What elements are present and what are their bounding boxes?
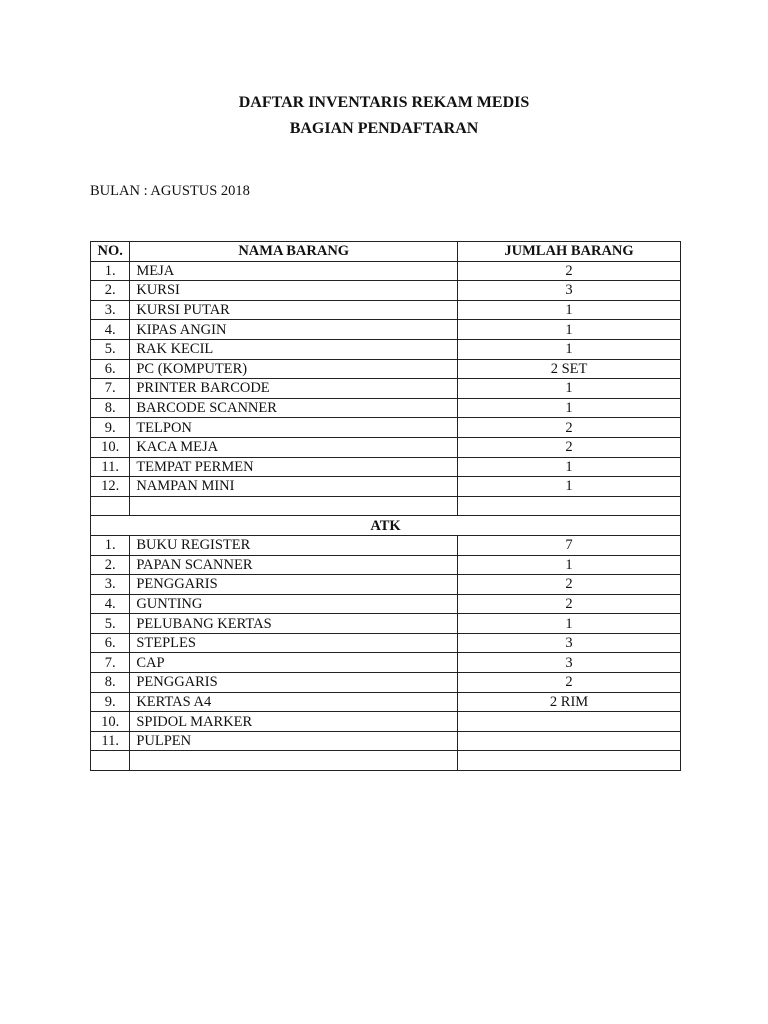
item-number: 5. [91, 339, 130, 359]
item-quantity: 1 [458, 614, 681, 634]
table-header-row [91, 242, 681, 262]
item-number: 9. [91, 418, 130, 438]
item-name: TEMPAT PERMEN [130, 457, 458, 477]
empty-row [91, 751, 681, 771]
item-number: 12. [91, 477, 130, 497]
item-quantity: 1 [458, 555, 681, 575]
item-name: PRINTER BARCODE [130, 379, 458, 399]
item-name: BUKU REGISTER [130, 535, 458, 555]
table-row [91, 731, 681, 751]
table-row [91, 575, 681, 595]
item-quantity: 3 [458, 281, 681, 301]
item-name: GUNTING [130, 594, 458, 614]
empty-cell [458, 751, 681, 771]
item-quantity: 2 [458, 594, 681, 614]
item-quantity: 2 RIM [458, 692, 681, 712]
item-name: STEPLES [130, 633, 458, 653]
item-quantity [458, 712, 681, 732]
table-row [91, 320, 681, 340]
item-number: 11. [91, 731, 130, 751]
table-row [91, 614, 681, 634]
item-quantity: 1 [458, 300, 681, 320]
item-quantity: 1 [458, 320, 681, 340]
item-number: 8. [91, 398, 130, 418]
item-number: 10. [91, 712, 130, 732]
item-name: KURSI PUTAR [130, 300, 458, 320]
item-number: 2. [91, 281, 130, 301]
header-no: NO. [91, 242, 130, 262]
item-number: 3. [91, 575, 130, 595]
item-number: 1. [91, 535, 130, 555]
table-row [91, 692, 681, 712]
table-row [91, 477, 681, 497]
section-row [91, 516, 681, 536]
table-row [91, 379, 681, 399]
item-quantity: 7 [458, 535, 681, 555]
item-number: 8. [91, 673, 130, 693]
item-name: KERTAS A4 [130, 692, 458, 712]
table-row [91, 594, 681, 614]
item-number: 9. [91, 692, 130, 712]
item-number: 10. [91, 437, 130, 457]
empty-cell [130, 751, 458, 771]
item-quantity: 3 [458, 653, 681, 673]
table-row [91, 555, 681, 575]
table-row [91, 359, 681, 379]
inventory-table [90, 241, 681, 771]
item-number: 4. [91, 594, 130, 614]
empty-cell [458, 496, 681, 516]
table-row [91, 437, 681, 457]
table-row [91, 633, 681, 653]
item-number: 4. [91, 320, 130, 340]
item-name: KACA MEJA [130, 437, 458, 457]
table-row [91, 712, 681, 732]
item-quantity: 1 [458, 457, 681, 477]
table-row [91, 398, 681, 418]
item-quantity: 1 [458, 379, 681, 399]
empty-cell [91, 751, 130, 771]
item-name: KIPAS ANGIN [130, 320, 458, 340]
table-row [91, 281, 681, 301]
item-quantity: 1 [458, 339, 681, 359]
item-name: PULPEN [130, 731, 458, 751]
item-name: RAK KECIL [130, 339, 458, 359]
item-number: 5. [91, 614, 130, 634]
item-quantity: 2 [458, 418, 681, 438]
item-name: PENGGARIS [130, 575, 458, 595]
item-name: PENGGARIS [130, 673, 458, 693]
item-name: PC (KOMPUTER) [130, 359, 458, 379]
item-quantity: 2 [458, 673, 681, 693]
item-name: PELUBANG KERTAS [130, 614, 458, 634]
table-row [91, 535, 681, 555]
empty-cell [130, 496, 458, 516]
item-quantity: 1 [458, 398, 681, 418]
item-number: 11. [91, 457, 130, 477]
item-name: CAP [130, 653, 458, 673]
item-name: SPIDOL MARKER [130, 712, 458, 732]
item-number: 1. [91, 261, 130, 281]
table-row [91, 457, 681, 477]
header-quantity: JUMLAH BARANG [458, 242, 681, 262]
table-row [91, 339, 681, 359]
month-label: BULAN : AGUSTUS 2018 [90, 183, 250, 199]
item-quantity: 2 [458, 575, 681, 595]
item-number: 6. [91, 633, 130, 653]
item-name: BARCODE SCANNER [130, 398, 458, 418]
item-quantity: 2 [458, 437, 681, 457]
item-quantity: 3 [458, 633, 681, 653]
empty-cell [91, 496, 130, 516]
document-subtitle: BAGIAN PENDAFTARAN [289, 120, 479, 137]
item-number: 2. [91, 555, 130, 575]
document-title: DAFTAR INVENTARIS REKAM MEDIS [238, 94, 530, 111]
empty-row [91, 496, 681, 516]
item-quantity: 1 [458, 477, 681, 497]
item-name: NAMPAN MINI [130, 477, 458, 497]
item-number: 6. [91, 359, 130, 379]
item-name: PAPAN SCANNER [130, 555, 458, 575]
header-item-name: NAMA BARANG [130, 242, 458, 262]
table-row [91, 418, 681, 438]
table-row [91, 673, 681, 693]
item-quantity [458, 731, 681, 751]
table-row [91, 653, 681, 673]
table-row [91, 261, 681, 281]
item-number: 3. [91, 300, 130, 320]
item-quantity: 2 [458, 261, 681, 281]
item-quantity: 2 SET [458, 359, 681, 379]
table-row [91, 300, 681, 320]
item-name: TELPON [130, 418, 458, 438]
item-number: 7. [91, 379, 130, 399]
item-name: KURSI [130, 281, 458, 301]
section-title-atk: ATK [91, 516, 681, 536]
item-name: MEJA [130, 261, 458, 281]
item-number: 7. [91, 653, 130, 673]
